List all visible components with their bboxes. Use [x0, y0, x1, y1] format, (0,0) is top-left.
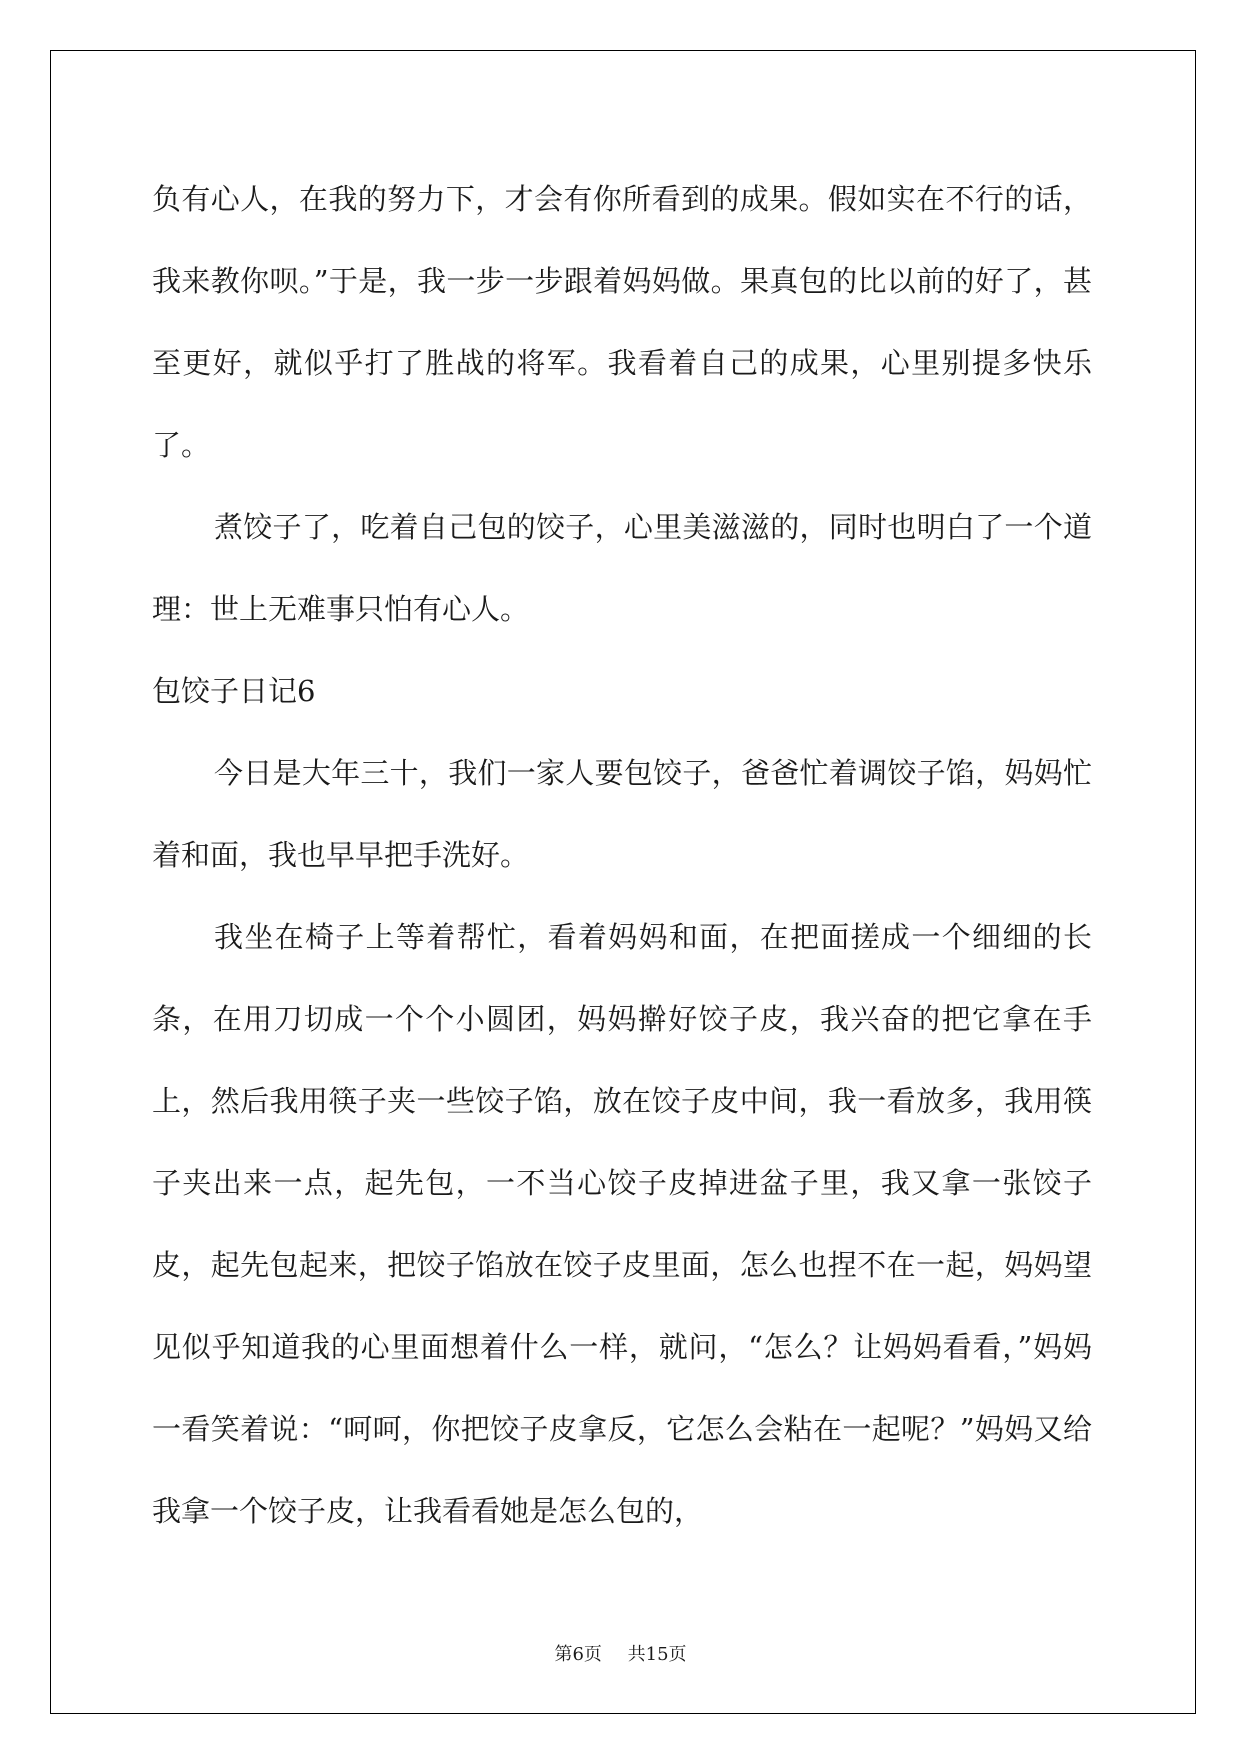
document-body — [152, 158, 1092, 1552]
page-total: 共15页 — [627, 1644, 687, 1665]
paragraph-continuation: 负有心人，在我的努力下，才会有你所看到的成果。假如实在不行的话，我来教你呗。”于是，我一步一步跟着妈妈做。果真包的比以前的好了，甚至更好，就似乎打了胜战的将军。我看着自己的成果，心里别提多快乐了。 — [152, 182, 1092, 462]
paragraph: 煮饺子了，吃着自己包的饺子，心里美滋滋的，同时也明白了一个道理：世上无难事只怕有心人。 — [152, 510, 1092, 626]
section-heading: 包饺子日记6 — [152, 674, 316, 708]
paragraph: 今日是大年三十，我们一家人要包饺子，爸爸忙着调饺子馅，妈妈忙着和面，我也早早把手洗好。 — [152, 756, 1092, 872]
page-footer — [0, 1640, 1241, 1666]
paragraph: 我坐在椅子上等着帮忙，看着妈妈和面，在把面搓成一个细细的长条，在用刀切成一个个小圆团，妈妈擀好饺子皮，我兴奋的把它拿在手上，然后我用筷子夹一些饺子馅，放在饺子皮中间，我一看放多，我用筷子夹出来一点，起先包，一不当心饺子皮掉进盆子里，我又拿一张饺子皮，起先包起来，把饺子馅放在饺子皮里面，怎么也捏不在一起，妈妈望见似乎知道我的心里面想着什么一样，就问，“怎么？让妈妈看看，”妈妈一看笑着说：“呵呵，你把饺子皮拿反，它怎么会粘在一起呢？”妈妈又给我拿一个饺子皮，让我看看她是怎么包的， — [152, 920, 1092, 1528]
page-number: 第6页 — [554, 1644, 602, 1665]
